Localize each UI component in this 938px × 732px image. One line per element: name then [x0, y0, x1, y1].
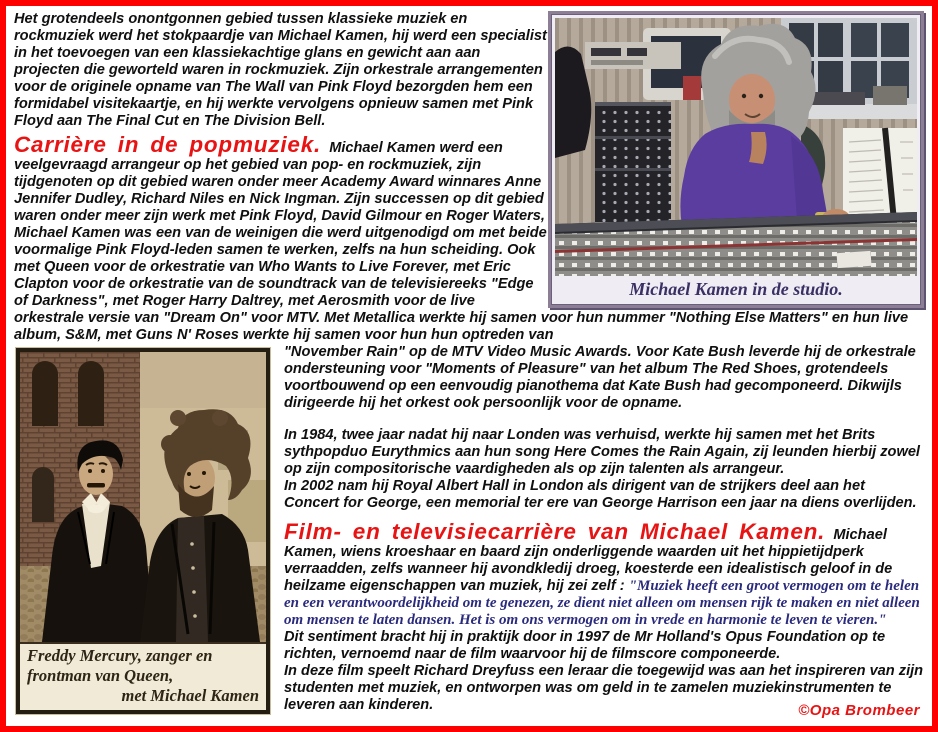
studio-photo-frame	[548, 11, 924, 308]
paragraph-2002: In 2002 nam hij Royal Albert Hall in London als dirigent van de strijkers deel aan het Concert for George, een memorial ter ere van George Harrison een jaar na diens overlijden.	[284, 478, 917, 511]
article-content	[6, 6, 932, 726]
paragraph-1984: In 1984, twee jaar nadat hij naar Londen was verhuisd, werkte hij samen met het Brits sythpopduo Eurythmics aan hun song Here Comes the Rain Again, zij leunden hierbij zowel op zijn compositorische vaardigheden als op zijn talenten als arrangeur.	[284, 427, 920, 477]
kamen-quote: "Muziek heeft een groot vermogen om te helen en een verantwoordelijkheid om te genezen, ze dient niet alleen om mensen rijk te maken en niet alleen om mensen te laten dansen. Het is om ons vermogen om in vrede en harmonie te leven te vieren."	[284, 578, 920, 628]
pop-career-heading: Carrière in de popmuziek.	[14, 132, 322, 157]
pop-career-continuation: "November Rain" op de MTV Video Music Awards. Voor Kate Bush leverde hij de orkestrale ondersteuning voor "Moments of Pleasure" van het album The Red Shoes, grotendeels voortbouwend op een eenvoudig pianothema dat Kate Bush had gecomponeerd. Dikwijls dirigeerde hij het orkest ook persoonlijk voor de opname.	[284, 344, 916, 411]
freddy-caption-line1: Freddy Mercury, zanger en	[27, 646, 213, 665]
film-career-heading: Film- en televisiecarrière van Michael Kamen.	[284, 519, 826, 544]
freddy-photo-frame	[16, 348, 270, 714]
studio-photo-caption: Michael Kamen in de studio.	[555, 276, 917, 301]
sentiment-paragraph: Dit sentiment bracht hij in praktijk door in 1997 de Mr Holland's Opus Foundation op te richten, vernoemd naar de film waarvoor hij de filmscore componeerde.	[284, 629, 886, 662]
pop-career-body: Michael Kamen werd een veelgevraagd arrangeur op het gebied van pop- en rockmuziek, zijn tijdgenoten op dit gebied waren onder meer Academy Award winnares Anne Jennifer Dudley, Richard Niles en Nick Ingman. Zijn successen op dit gebied waren onder meer zijn werk met Pink Floyd, David Gilmour en Roger Waters, Michael Kamen was een van de weinigen die werd uitgenodigd om met beide voormalige Pink Floyd-leden samen te werken, zelfs na hun scheiding. Ook met Queen voor de orkestratie van Who Wants to Live Forever, met Eric Clapton voor de orkestratie van de soundtrack van de televisiereeks "Edge of Darkness", met Roger Harry Daltrey, met Aerosmith voor de live orkestrale versie van "Dream On" voor MTV. Met Metallica werkte hij samen voor hun nummer "Nothing Else Matters" en hun live album, S&M, met Guns N' Roses werkte hij samen voor hun hun optreden van	[14, 140, 909, 343]
author-credit: ©Opa Brombeer	[798, 702, 920, 719]
freddy-caption-line2: frontman van Queen,	[27, 666, 174, 685]
freddy-photo-caption	[20, 642, 266, 710]
film-career-body: Michael Kamen, wiens kroeshaar en baard zijn onderliggende waarden uit het hippietijdperk verraadden, zelfs wanneer hij avondkledij droeg, koesterde een idealistisch geloof in de heilzame eigenschappen van muziek, hij zei zelf :	[284, 527, 893, 594]
dreyfuss-paragraph: In deze film speelt Richard Dreyfuss een leraar die toegewijd was aan het inspireren van zijn studenten met muziek, en ontworpen was om geld in te zamelen muziekinstrumenten te leveren aan kinderen.	[284, 663, 924, 713]
freddy-mercury-photo	[20, 352, 266, 642]
equipment-rack	[595, 102, 671, 222]
freddy-caption-line3: met Michael Kamen	[121, 686, 259, 705]
intro-paragraph: Het grotendeels onontgonnen gebied tussen klassieke muziek en rockmuziek werd het stokpaardje van Michael Kamen, hij werd een specialist in het toevoegen van een klassiekachtige glans en gewicht aan aan projecten die geworteld waren in rockmuziek. Zijn orkestrale arrangementen voor de originele opname van The Wall van Pink Floyd bezorgden hem een formidabel visitekaartje, en hij werkte vervolgens opnieuw samen met Pink Floyd aan The Final Cut en The Division Bell.	[14, 11, 547, 129]
studio-photo	[555, 18, 917, 276]
